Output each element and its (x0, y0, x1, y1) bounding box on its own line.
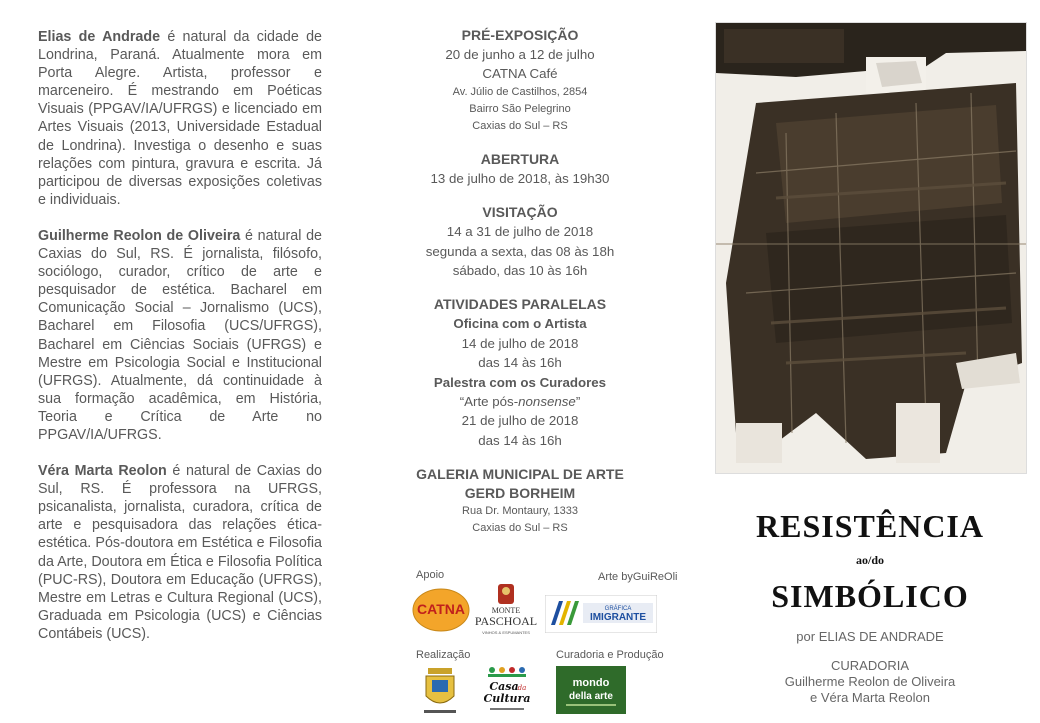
curators-line1: Guilherme Reolon de Oliveira (784, 674, 956, 689)
bio-text: é natural da cidade de Londrina, Paraná. Atualmente mora em Porta Alegre. Artista, professor e marceneiro. É mestrando em Poéticas Visuais (PPGAV/IA/UFRGS) e licenciado em Artes Visuais (2013, Universidade Estadual de Londrina). Investiga o desenho e suas relações com pintura, gravura e escrita. Já participou de diversas exposições coletivas e individuais. (38, 29, 322, 208)
imigrante-text: IMIGRANTE (589, 612, 647, 623)
da-text: da (517, 684, 527, 692)
palestra-quote-close: ” (575, 394, 581, 410)
palestra-quote (380, 392, 660, 411)
monte-text: MONTE (491, 606, 521, 615)
monte-paschoal-logo (474, 582, 538, 638)
exhibition-title-line2: SIMBÓLICO (771, 578, 969, 614)
palestra-date: 21 de julho de 2018 (461, 413, 579, 429)
bio-paragraph (38, 227, 322, 444)
catna-logo (412, 588, 470, 632)
city-coat-of-arms-icon (418, 666, 462, 716)
pre-exposicao-title: PRÉ-EXPOSIÇÃO (461, 27, 579, 43)
abertura-title: ABERTURA (480, 150, 560, 167)
artist-credit: por ELIAS DE ANDRADE (796, 629, 944, 644)
paschoal-text: PASCHOAL (474, 614, 538, 628)
bio-name: Elias de Andrade (38, 29, 161, 45)
arte-credit: Arte byGuiReOli (598, 571, 678, 583)
exhibition-title-line1: RESISTÊNCIA (756, 508, 984, 544)
bio-text: é natural de Caxias do Sul, RS. É jornalista, filósofo, sociólogo, curador, crítico de arte e pesquisador de estética. Bacharel em Comunicação Social – Jornalismo (UCS), Bacharel em Filosofia (UCS/UFRGS), Bacharel em Ciências Sociais (UFRGS) e Mestre em Psicologia Social e Institucional (UFRGS). Atualmente, dá continuidade à sua formação acadêmica, em História, Teoria e Crítica de Arte no PPGAV/IA/UFRGS. (38, 227, 322, 443)
vinhos-text: VINHOS & ESPUMANTES (482, 630, 530, 635)
curadoria-heading: CURADORIA (830, 658, 909, 673)
catna-logo-text: CATNA (417, 601, 465, 617)
visitacao-saturday: sábado, das 10 às 16h (452, 263, 588, 279)
palestra-title: Palestra com os Curadores (433, 374, 607, 390)
visitacao-weekdays: segunda a sexta, das 08 às 18h (425, 243, 615, 259)
della-arte-text: della arte (569, 691, 613, 702)
realizacao-label: Realização (416, 649, 471, 661)
oficina-date: 14 de julho de 2018 (461, 335, 579, 351)
bios-column (38, 28, 322, 661)
bio-paragraph (38, 462, 322, 643)
palestra-quote-open: “Arte pós- (459, 394, 519, 410)
galeria-line1: GALERIA MUNICIPAL DE ARTE (416, 466, 624, 483)
palestra-quote-emphasis: nonsense (518, 394, 576, 410)
abertura-date: 13 de julho de 2018, às 19h30 (430, 170, 610, 186)
pre-district: Bairro São Pelegrino (469, 102, 571, 115)
galeria-line2: GERD BORHEIM (464, 485, 576, 502)
visitacao-dates: 14 a 31 de julho de 2018 (446, 224, 594, 240)
grafica-imigrante-logo (545, 595, 657, 633)
mondo-della-arte-logo (556, 666, 626, 714)
cultura-text: Cultura (484, 692, 530, 705)
grafica-text: GRÁFICA (604, 606, 632, 612)
bio-name: Véra Marta Reolon (38, 463, 167, 480)
galeria-city: Caxias do Sul – RS (472, 522, 568, 535)
galeria-address: Rua Dr. Montaury, 1333 (462, 505, 578, 518)
palestra-time: das 14 às 16h (478, 432, 562, 448)
oficina-time: das 14 às 16h (478, 355, 562, 371)
pre-city: Caxias do Sul – RS (472, 119, 568, 132)
atividades-title: ATIVIDADES PARALELAS (433, 296, 607, 313)
curators-line2: e Véra Marta Reolon (810, 690, 930, 705)
pre-address: Av. Júlio de Castilhos, 2854 (452, 85, 588, 98)
schedule-column (380, 26, 660, 537)
apoio-label: Apoio (416, 569, 445, 581)
oficina-title: Oficina com o Artista (453, 316, 587, 332)
artwork-image (715, 22, 1027, 474)
curadoria-producao-label: Curadoria e Produção (556, 649, 664, 661)
pre-dates: 20 de junho a 12 de julho (445, 47, 595, 62)
casa-text: Casa (489, 680, 519, 693)
bio-name: Guilherme Reolon de Oliveira (38, 227, 241, 244)
bio-text: é natural de Caxias do Sul, RS. É professora na UFRGS, psicanalista, jornalista, curadora, crítica de arte e pesquisadora das relações ética-estética. Pós-doutora em Estética e Filosofia da Arte, Doutora em Ética e Filosofia Política (PUC-RS), Doutora em Educação (UFRGS), Mestre em Letras e Cultura Regional (UCS), Graduada em Psicologia (UCS) e Ciências Contábeis (UCS). (38, 463, 322, 642)
mondo-text: mondo (572, 677, 610, 689)
exhibition-title-connector: ao/do (855, 553, 884, 567)
visitacao-title: VISITAÇÃO (482, 204, 558, 221)
bio-paragraph (38, 28, 322, 209)
casa-da-cultura-logo (484, 664, 530, 718)
pre-venue: CATNA Café (482, 66, 558, 82)
